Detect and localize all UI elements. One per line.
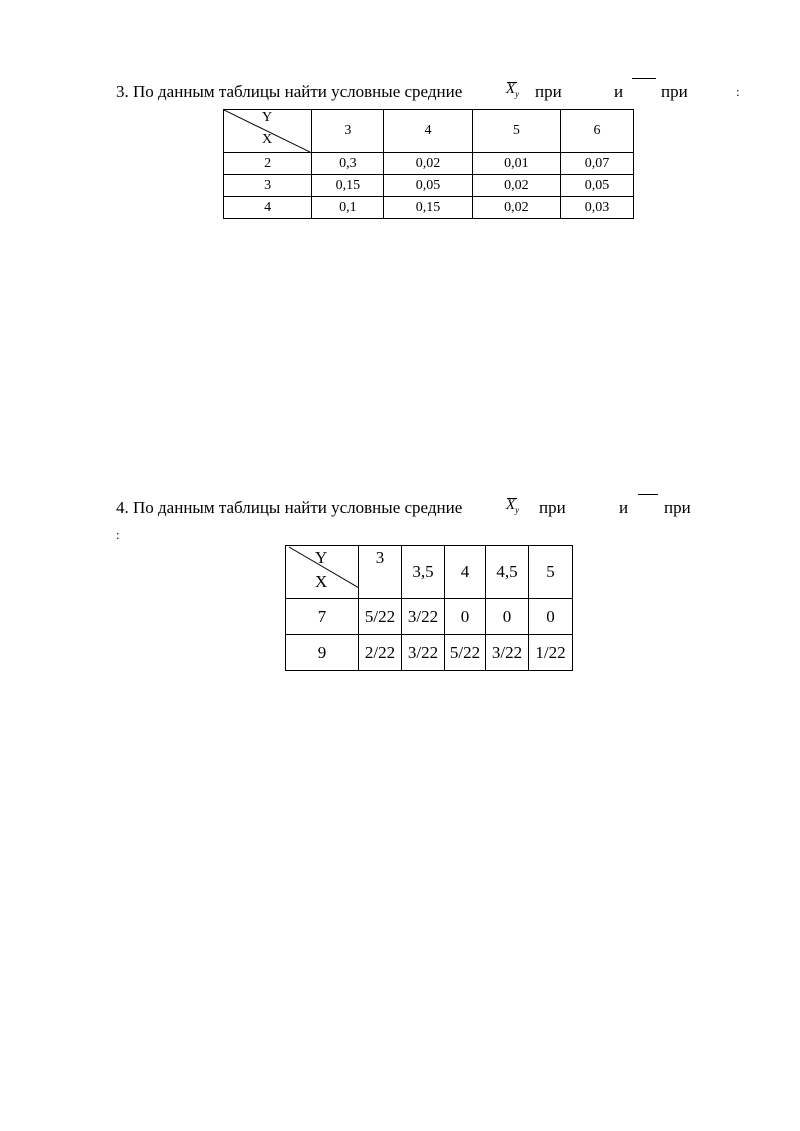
table-cell: 0 [529, 599, 573, 635]
column-header: 5 [472, 110, 560, 153]
corner-cell [224, 110, 312, 153]
problem-4-word-and: и [619, 498, 629, 517]
table-cell: 5/22 [359, 599, 402, 635]
problem-3-number: 3. [116, 82, 129, 101]
column-header: 4 [445, 546, 486, 599]
table-row [224, 153, 634, 175]
table-cell: 3/22 [402, 635, 445, 671]
table-row [224, 175, 634, 197]
problem-3-overline [632, 78, 656, 79]
column-header: 4,5 [486, 546, 529, 599]
table-cell: 2/22 [359, 635, 402, 671]
problem-3-conditional-mean-symbol: $X_y$ [506, 81, 520, 99]
table-cell: 0,02 [472, 175, 560, 197]
problem-3-table [223, 109, 634, 219]
table-cell: 0 [486, 599, 529, 635]
table-cell: 0,15 [312, 175, 384, 197]
column-header: 4 [384, 110, 472, 153]
table-cell: 0,3 [312, 153, 384, 175]
column-header: 5 [529, 546, 573, 599]
problem-3-word-at-2: при [661, 82, 688, 101]
table-header-row [224, 110, 634, 153]
table-row [286, 635, 573, 671]
table-cell: 0,02 [384, 153, 472, 175]
table-cell: 0,15 [384, 197, 472, 219]
table-header-row [286, 546, 573, 599]
problem-4-colon: : [116, 527, 120, 542]
problem-3-statement [116, 82, 462, 102]
problem-3-colon: : [736, 84, 740, 99]
problem-4-overline [638, 494, 658, 495]
column-header: 3,5 [402, 546, 445, 599]
row-header: 7 [286, 599, 359, 635]
problem-3-word-and: и [614, 82, 624, 101]
problem-4-number: 4. [116, 498, 129, 517]
corner-y-label: Y [315, 548, 328, 567]
table-cell: 3/22 [402, 599, 445, 635]
table-cell: 0,05 [384, 175, 472, 197]
table-cell: 0,03 [561, 197, 634, 219]
table-cell: 5/22 [445, 635, 486, 671]
table-cell: 0,02 [472, 197, 560, 219]
table-cell: 0,07 [561, 153, 634, 175]
row-header: 9 [286, 635, 359, 671]
column-header: 3 [359, 546, 402, 599]
problem-4-conditional-mean-symbol: $X_y$ [506, 497, 520, 515]
column-header: 6 [561, 110, 634, 153]
corner-cell [286, 546, 359, 599]
row-header: 3 [224, 175, 312, 197]
row-header: 4 [224, 197, 312, 219]
table-cell: 0 [445, 599, 486, 635]
table-row [224, 197, 634, 219]
row-header: 2 [224, 153, 312, 175]
column-header: 3 [312, 110, 384, 153]
table-cell: 1/22 [529, 635, 573, 671]
problem-3-text: По данным таблицы найти условные средние [133, 82, 463, 101]
problem-4-statement [116, 498, 462, 518]
corner-x-label: X [315, 572, 328, 591]
problem-4-table [285, 545, 573, 671]
table-row [286, 599, 573, 635]
corner-x-label: X [262, 132, 273, 147]
table-cell: 0,1 [312, 197, 384, 219]
problem-3-word-at-1: при [535, 82, 562, 101]
table-cell: 0,05 [561, 175, 634, 197]
problem-4-word-at-1: при [539, 498, 566, 517]
corner-y-label: Y [262, 110, 273, 125]
problem-4-text: По данным таблицы найти условные средние [133, 498, 463, 517]
problem-4-word-at-2: при [664, 498, 691, 517]
table-cell: 3/22 [486, 635, 529, 671]
table-cell: 0,01 [472, 153, 560, 175]
